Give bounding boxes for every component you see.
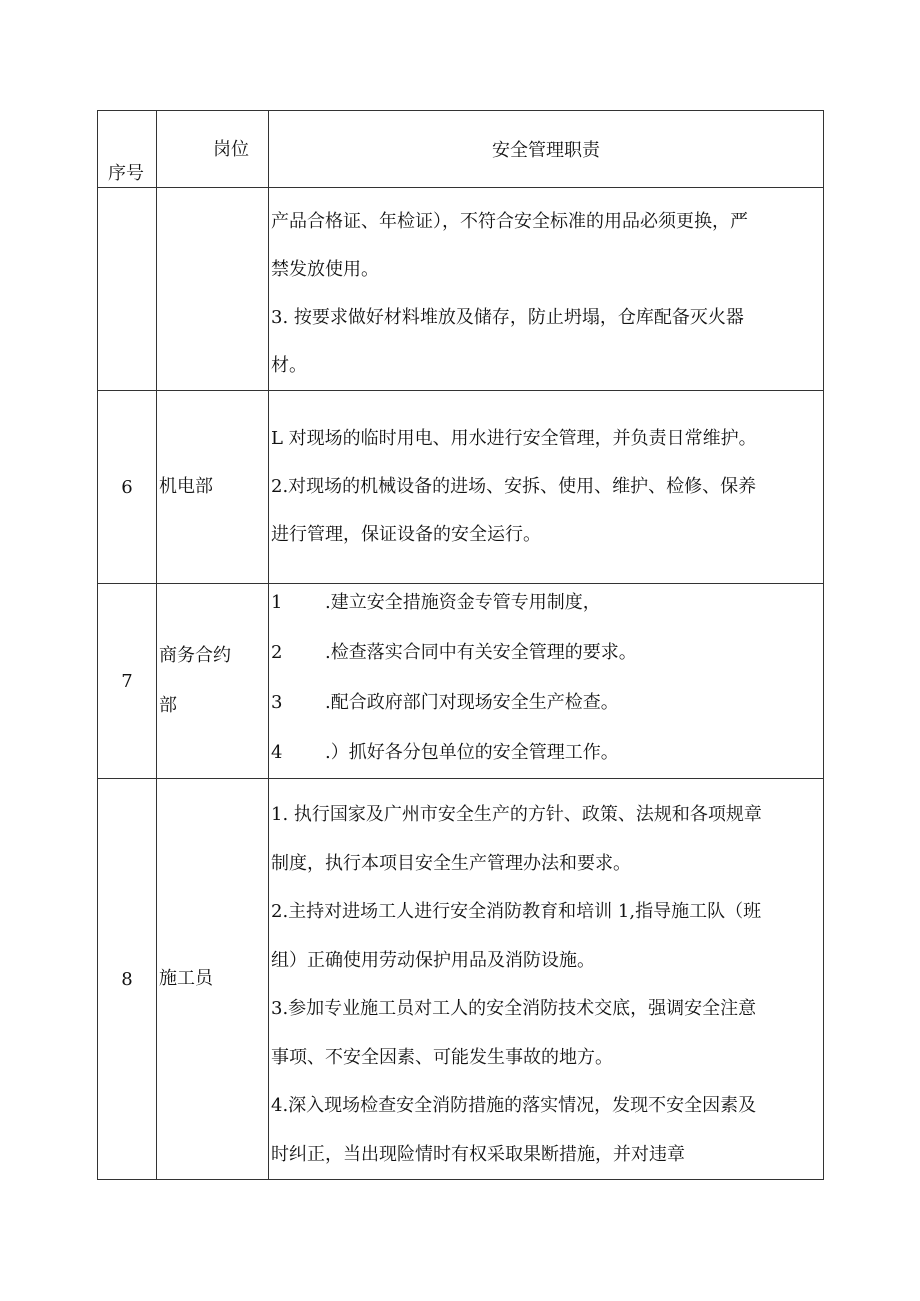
post-line: 部 (159, 695, 177, 716)
row-duty-cell (269, 779, 824, 1180)
item-number: 3 (271, 692, 283, 713)
duty-line: 材。 (271, 355, 307, 376)
safety-duty-table (97, 110, 824, 1180)
row-post-cell (157, 188, 269, 391)
post-line: 商务合约 (159, 645, 231, 666)
duty-line: 3. 按要求做好材料堆放及储存，防止坍塌，仓库配备灭火器 (271, 307, 744, 328)
duty-item (271, 728, 817, 778)
table-row-7 (98, 584, 824, 779)
header-no-label: 序号 (108, 163, 144, 184)
table-row-8 (98, 779, 824, 1180)
duty-item (271, 678, 817, 728)
duty-line: 事项、不安全因素、可能发生事故的地方。 (271, 1046, 613, 1068)
row-duty-cell (269, 584, 824, 779)
duty-line: 进行管理，保证设备的安全运行。 (271, 524, 541, 545)
duty-line: 时纠正，当出现险情时有权采取果断措施，并对违章 (271, 1143, 685, 1165)
row-no-cell (98, 188, 157, 391)
header-duty-cell (269, 111, 824, 188)
header-post-label: 岗位 (213, 139, 249, 160)
header-post-cell (157, 111, 269, 188)
duty-line: L 对现场的临时用电、用水进行安全管理，并负责日常维护。 (271, 428, 757, 449)
row-duty-cell (269, 391, 824, 584)
item-text: .检查落实合同中有关安全管理的要求。 (325, 642, 637, 663)
row-post-cell (157, 584, 269, 779)
duty-line: 3.参加专业施工员对工人的安全消防技术交底，强调安全注意 (271, 998, 757, 1019)
header-no-cell (98, 111, 157, 188)
duty-line: 4.深入现场检查安全消防措施的落实情况，发现不安全因素及 (271, 1095, 757, 1116)
duty-line: 禁发放使用。 (271, 259, 379, 280)
duty-line: 1. 执行国家及广州市安全生产的方针、政策、法规和各项规章 (271, 804, 762, 825)
item-text: .）抓好各分包单位的安全管理工作。 (325, 742, 619, 763)
row-post-cell: 机电部 (157, 391, 269, 584)
item-text: .建立安全措施资金专管专用制度， (325, 592, 601, 613)
duty-line: 制度，执行本项目安全生产管理办法和要求。 (271, 852, 631, 874)
duty-line: 2.主持对进场工人进行安全消防教育和培训 1,指导施工队（班 (271, 901, 762, 922)
row-no-cell: 6 (98, 391, 157, 584)
row-no-cell: 8 (98, 779, 157, 1180)
table-row-6 (98, 391, 824, 584)
header-duty-label: 安全管理职责 (492, 140, 600, 161)
row-post-cell: 施工员 (157, 779, 269, 1180)
duty-line: 组）正确使用劳动保护用品及消防设施。 (271, 949, 595, 971)
duty-item (271, 628, 817, 678)
item-number: 1 (271, 592, 283, 613)
item-text: .配合政府部门对现场安全生产检查。 (325, 692, 619, 713)
row-no-cell: 7 (98, 584, 157, 779)
item-number: 4 (271, 742, 283, 763)
duty-line: 2.对现场的机械设备的进场、安拆、使用、维护、检修、保养 (271, 476, 757, 497)
table-header-row (98, 111, 824, 188)
duty-line: 产品合格证、年检证），不符合安全标准的用品必须更换，严 (271, 211, 748, 232)
row-duty-cell (269, 188, 824, 391)
item-number: 2 (271, 642, 283, 663)
table-row-continued (98, 188, 824, 391)
duty-item (271, 578, 817, 628)
